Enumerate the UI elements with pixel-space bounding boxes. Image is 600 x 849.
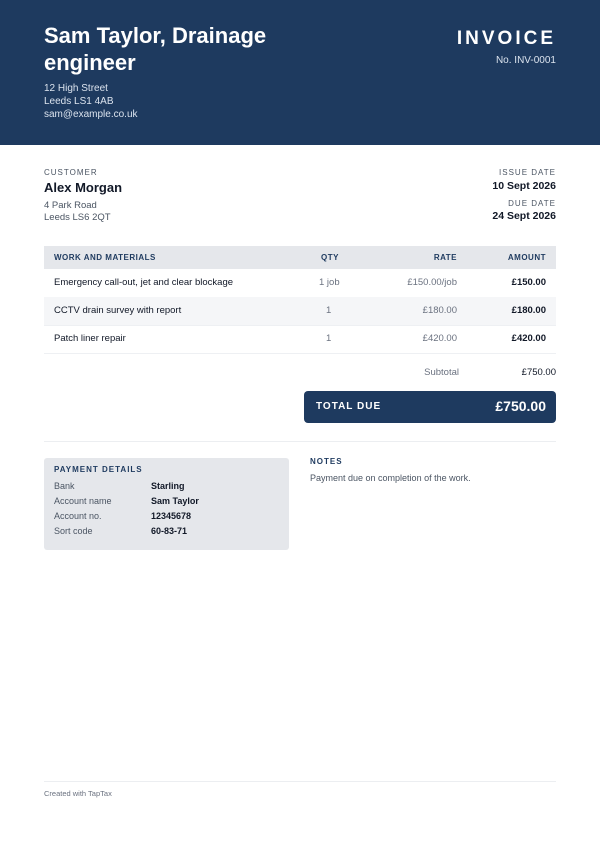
- customer-address-line1: 4 Park Road: [44, 200, 97, 211]
- notes-title: NOTES: [310, 457, 343, 466]
- total-due-label: TOTAL DUE: [316, 401, 382, 412]
- row-rate: £150.00/job: [407, 277, 457, 288]
- payment-details-title: PAYMENT DETAILS: [54, 465, 143, 474]
- header-description: WORK AND MATERIALS: [54, 253, 156, 262]
- row-description: Emergency call-out, jet and clear blockage: [54, 277, 234, 288]
- business-name: Sam Taylor, Drainage engineer: [44, 23, 267, 75]
- footer-text: Created with TapTax: [44, 789, 112, 798]
- account-number-label: Account no.: [54, 511, 102, 521]
- row-rate: £420.00: [422, 333, 457, 344]
- items-table-header: [44, 246, 556, 269]
- table-row: [44, 297, 556, 326]
- table-row: [44, 325, 556, 354]
- row-amount: £150.00: [511, 277, 546, 288]
- business-address-line2: Leeds LS1 4AB: [44, 96, 114, 107]
- row-description: Patch liner repair: [54, 333, 126, 344]
- sort-code-value: 60-83-71: [151, 526, 188, 536]
- invoice-title: INVOICE: [456, 28, 556, 49]
- notes-text: Payment due on completion of the work.: [310, 473, 471, 483]
- business-email: sam@example.co.uk: [44, 109, 138, 120]
- row-qty: 1: [326, 333, 332, 344]
- invoice-header: [0, 0, 600, 145]
- bank-label: Bank: [54, 481, 75, 491]
- row-description: CCTV drain survey with report: [54, 305, 182, 316]
- sort-code-label: Sort code: [54, 526, 93, 536]
- row-amount: £420.00: [511, 333, 546, 344]
- section-divider: [44, 441, 556, 442]
- row-qty: 1 job: [319, 277, 340, 288]
- row-amount: £180.00: [511, 305, 546, 316]
- business-address-line1: 12 High Street: [44, 83, 108, 94]
- account-name-value: Sam Taylor: [151, 496, 199, 506]
- row-qty: 1: [326, 305, 332, 316]
- due-date-label: DUE DATE: [508, 199, 556, 208]
- customer-label: CUSTOMER: [44, 168, 98, 177]
- table-row: [44, 269, 556, 298]
- row-rate: £180.00: [422, 305, 457, 316]
- payment-details-box: [44, 458, 289, 550]
- subtotal-value: £750.00: [521, 367, 556, 378]
- header-amount: AMOUNT: [507, 253, 546, 262]
- account-name-label: Account name: [54, 496, 112, 506]
- invoice-number: No. INV-0001: [495, 55, 556, 66]
- header-rate: RATE: [433, 253, 457, 262]
- total-due-value: £750.00: [495, 398, 546, 414]
- total-due-box: [304, 391, 556, 423]
- due-date-value: 24 Sept 2026: [492, 210, 556, 222]
- account-number-value: 12345678: [151, 511, 192, 521]
- customer-address-line2: Leeds LS6 2QT: [44, 212, 111, 223]
- customer-name: Alex Morgan: [44, 180, 123, 195]
- footer-divider: [44, 781, 556, 782]
- issue-date-value: 10 Sept 2026: [492, 180, 556, 192]
- issue-date-label: ISSUE DATE: [499, 168, 556, 177]
- bank-value: Starling: [151, 481, 185, 491]
- subtotal-label: Subtotal: [424, 367, 459, 378]
- header-qty: QTY: [321, 253, 339, 262]
